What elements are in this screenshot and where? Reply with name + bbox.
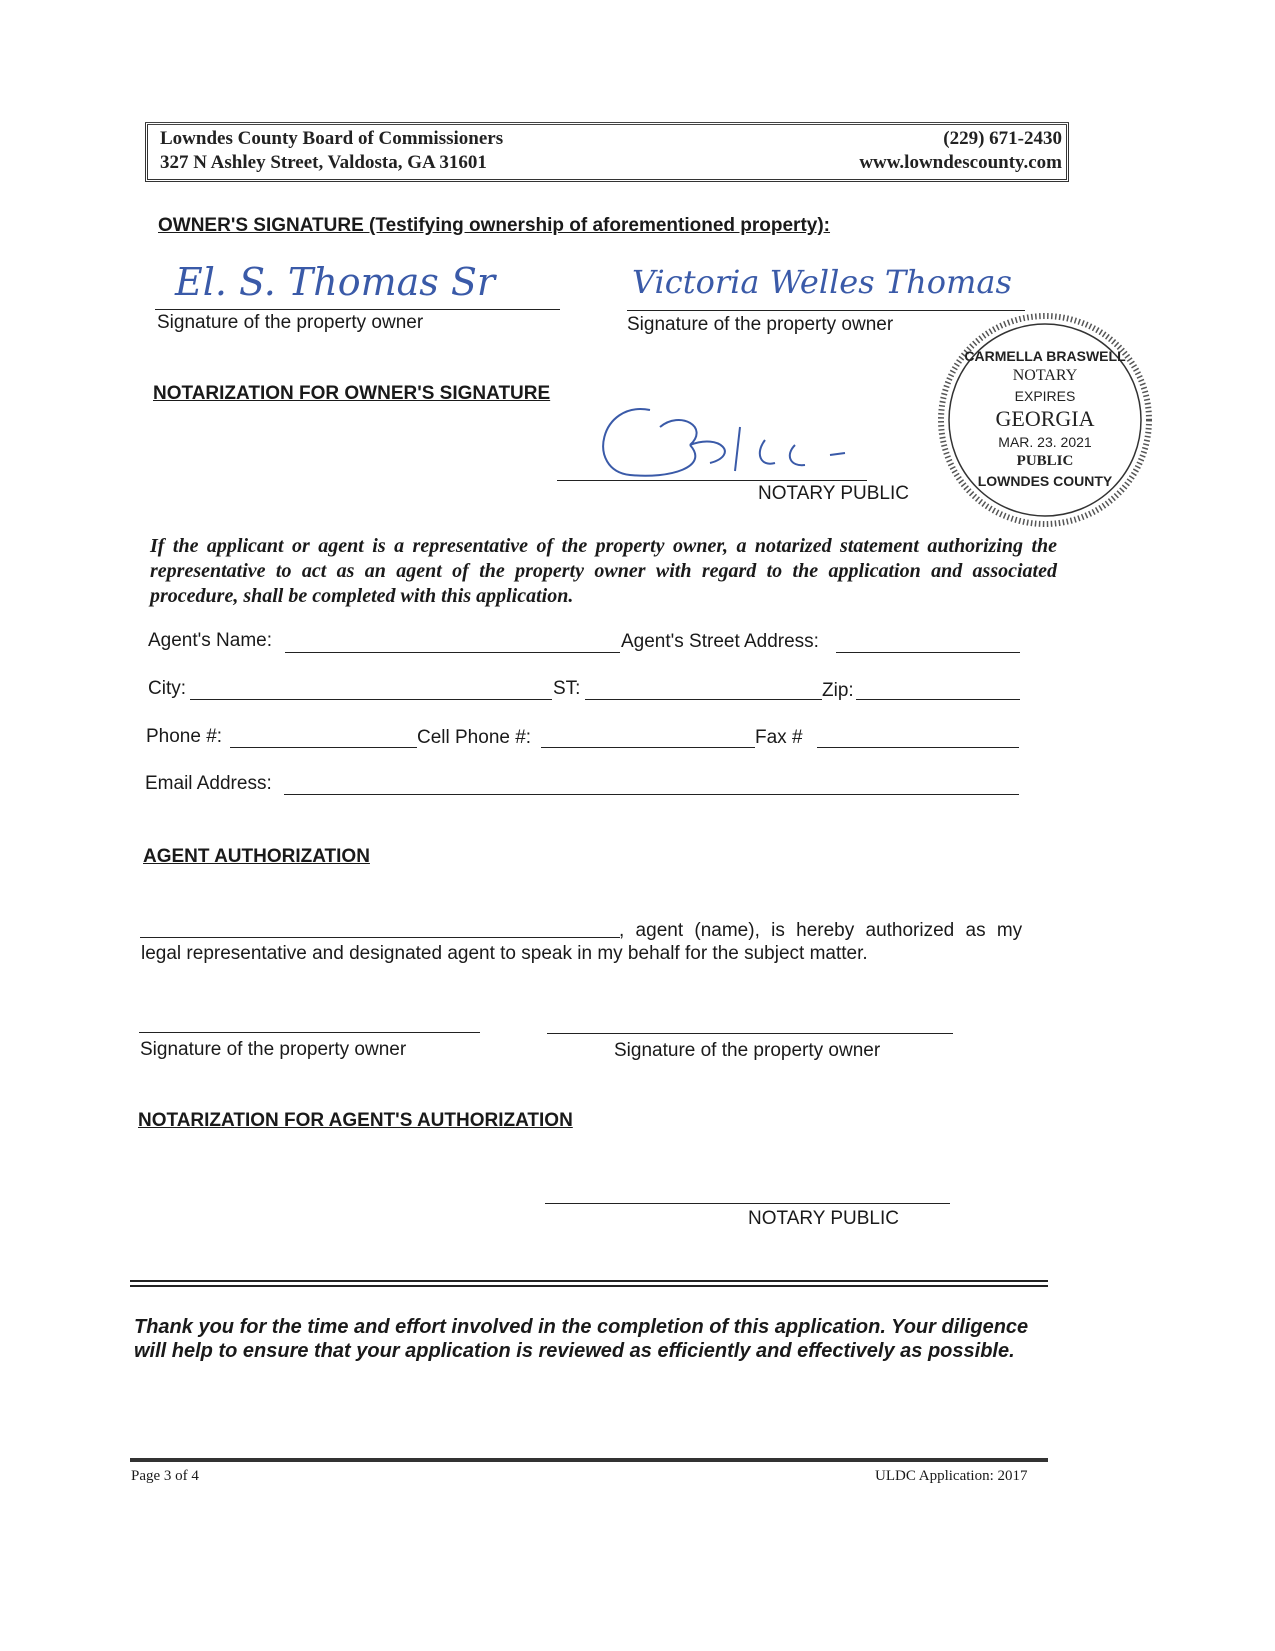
city-label: City: <box>148 678 186 699</box>
notary-signature <box>590 395 870 480</box>
notary-line[interactable] <box>545 1203 950 1204</box>
notary-public-label: NOTARY PUBLIC <box>758 483 909 504</box>
agent-street-field[interactable] <box>836 652 1020 653</box>
fax-field[interactable] <box>817 747 1019 748</box>
letterhead-box <box>145 122 1069 182</box>
thank-you-note: Thank you for the time and effort involved in the completion of this application. Your diligence will help to ensure that your application is reviewed as efficiently and effectively as possible. <box>134 1316 1029 1362</box>
agent-name-field[interactable] <box>285 652 620 653</box>
st-field[interactable] <box>585 699 822 700</box>
zip-label: Zip: <box>822 680 854 701</box>
form-name: ULDC Application: 2017 <box>875 1468 1028 1484</box>
notary-line <box>557 480 867 481</box>
signature-line[interactable] <box>139 1032 480 1033</box>
sig2-label: Signature of the property owner <box>627 314 894 335</box>
agent-notary-label: NOTARY PUBLIC <box>748 1208 899 1229</box>
owner-signature-2: Victoria Welles Thomas <box>632 263 1012 301</box>
owner-signature-1: El. S. Thomas Sr <box>175 260 496 304</box>
divider <box>130 1285 1048 1287</box>
agent-authorization-heading: AGENT AUTHORIZATION <box>143 846 370 867</box>
agent-name-blank[interactable] <box>140 937 620 938</box>
divider <box>130 1280 1048 1282</box>
stamp-name: CARMELLA BRASWELL <box>964 348 1126 364</box>
city-field[interactable] <box>190 699 552 700</box>
email-label: Email Address: <box>145 773 272 794</box>
stamp-date: MAR. 23. 2021 <box>998 434 1092 450</box>
auth-text-2: legal representative and designated agent to speak in my behalf for the subject matter. <box>141 943 868 964</box>
representative-statement: If the applicant or agent is a representative of the property owner, a notarized statement authorizing the representative to act as an agent of the property owner with regard to the application and associated procedure, shall be completed with this application. <box>150 535 1057 607</box>
auth-text-1: , agent (name), is hereby authorized as my <box>619 920 1023 941</box>
stamp-bottom: PUBLIC <box>1016 453 1074 469</box>
email-field[interactable] <box>284 794 1019 795</box>
signature-line[interactable] <box>547 1033 953 1034</box>
signature-line <box>155 309 560 310</box>
org-address: 327 N Ashley Street, Valdosta, GA 31601 <box>160 152 487 173</box>
st-label: ST: <box>553 678 581 699</box>
sig1-label: Signature of the property owner <box>157 312 424 333</box>
stamp-county: LOWNDES COUNTY <box>977 473 1113 489</box>
agent-street-label: Agent's Street Address: <box>621 631 819 652</box>
footer-rule <box>130 1458 1048 1462</box>
owner-signature-heading: OWNER'S SIGNATURE (Testifying ownership of aforementioned property): <box>158 215 831 236</box>
stamp-top: NOTARY <box>1012 367 1078 384</box>
auth-sig2-label: Signature of the property owner <box>614 1040 881 1061</box>
phone-label: Phone #: <box>146 726 223 747</box>
org-website: www.lowndescounty.com <box>859 152 1062 173</box>
org-name: Lowndes County Board of Commissioners <box>160 128 504 149</box>
cell-label: Cell Phone #: <box>417 727 532 748</box>
cell-field[interactable] <box>541 747 755 748</box>
agent-notarization-heading: NOTARIZATION FOR AGENT'S AUTHORIZATION <box>138 1110 573 1131</box>
stamp-expires: EXPIRES <box>1014 388 1076 404</box>
fax-label: Fax # <box>755 727 803 748</box>
owner-notarization-heading: NOTARIZATION FOR OWNER'S SIGNATURE <box>153 383 551 404</box>
notary-stamp <box>935 310 1155 530</box>
phone-field[interactable] <box>230 747 417 748</box>
zip-field[interactable] <box>856 699 1020 700</box>
org-phone: (229) 671-2430 <box>943 128 1062 149</box>
stamp-state: GEORGIA <box>995 406 1095 431</box>
agent-name-label: Agent's Name: <box>148 630 273 651</box>
page-number: Page 3 of 4 <box>131 1468 199 1484</box>
auth-sig1-label: Signature of the property owner <box>140 1039 407 1060</box>
